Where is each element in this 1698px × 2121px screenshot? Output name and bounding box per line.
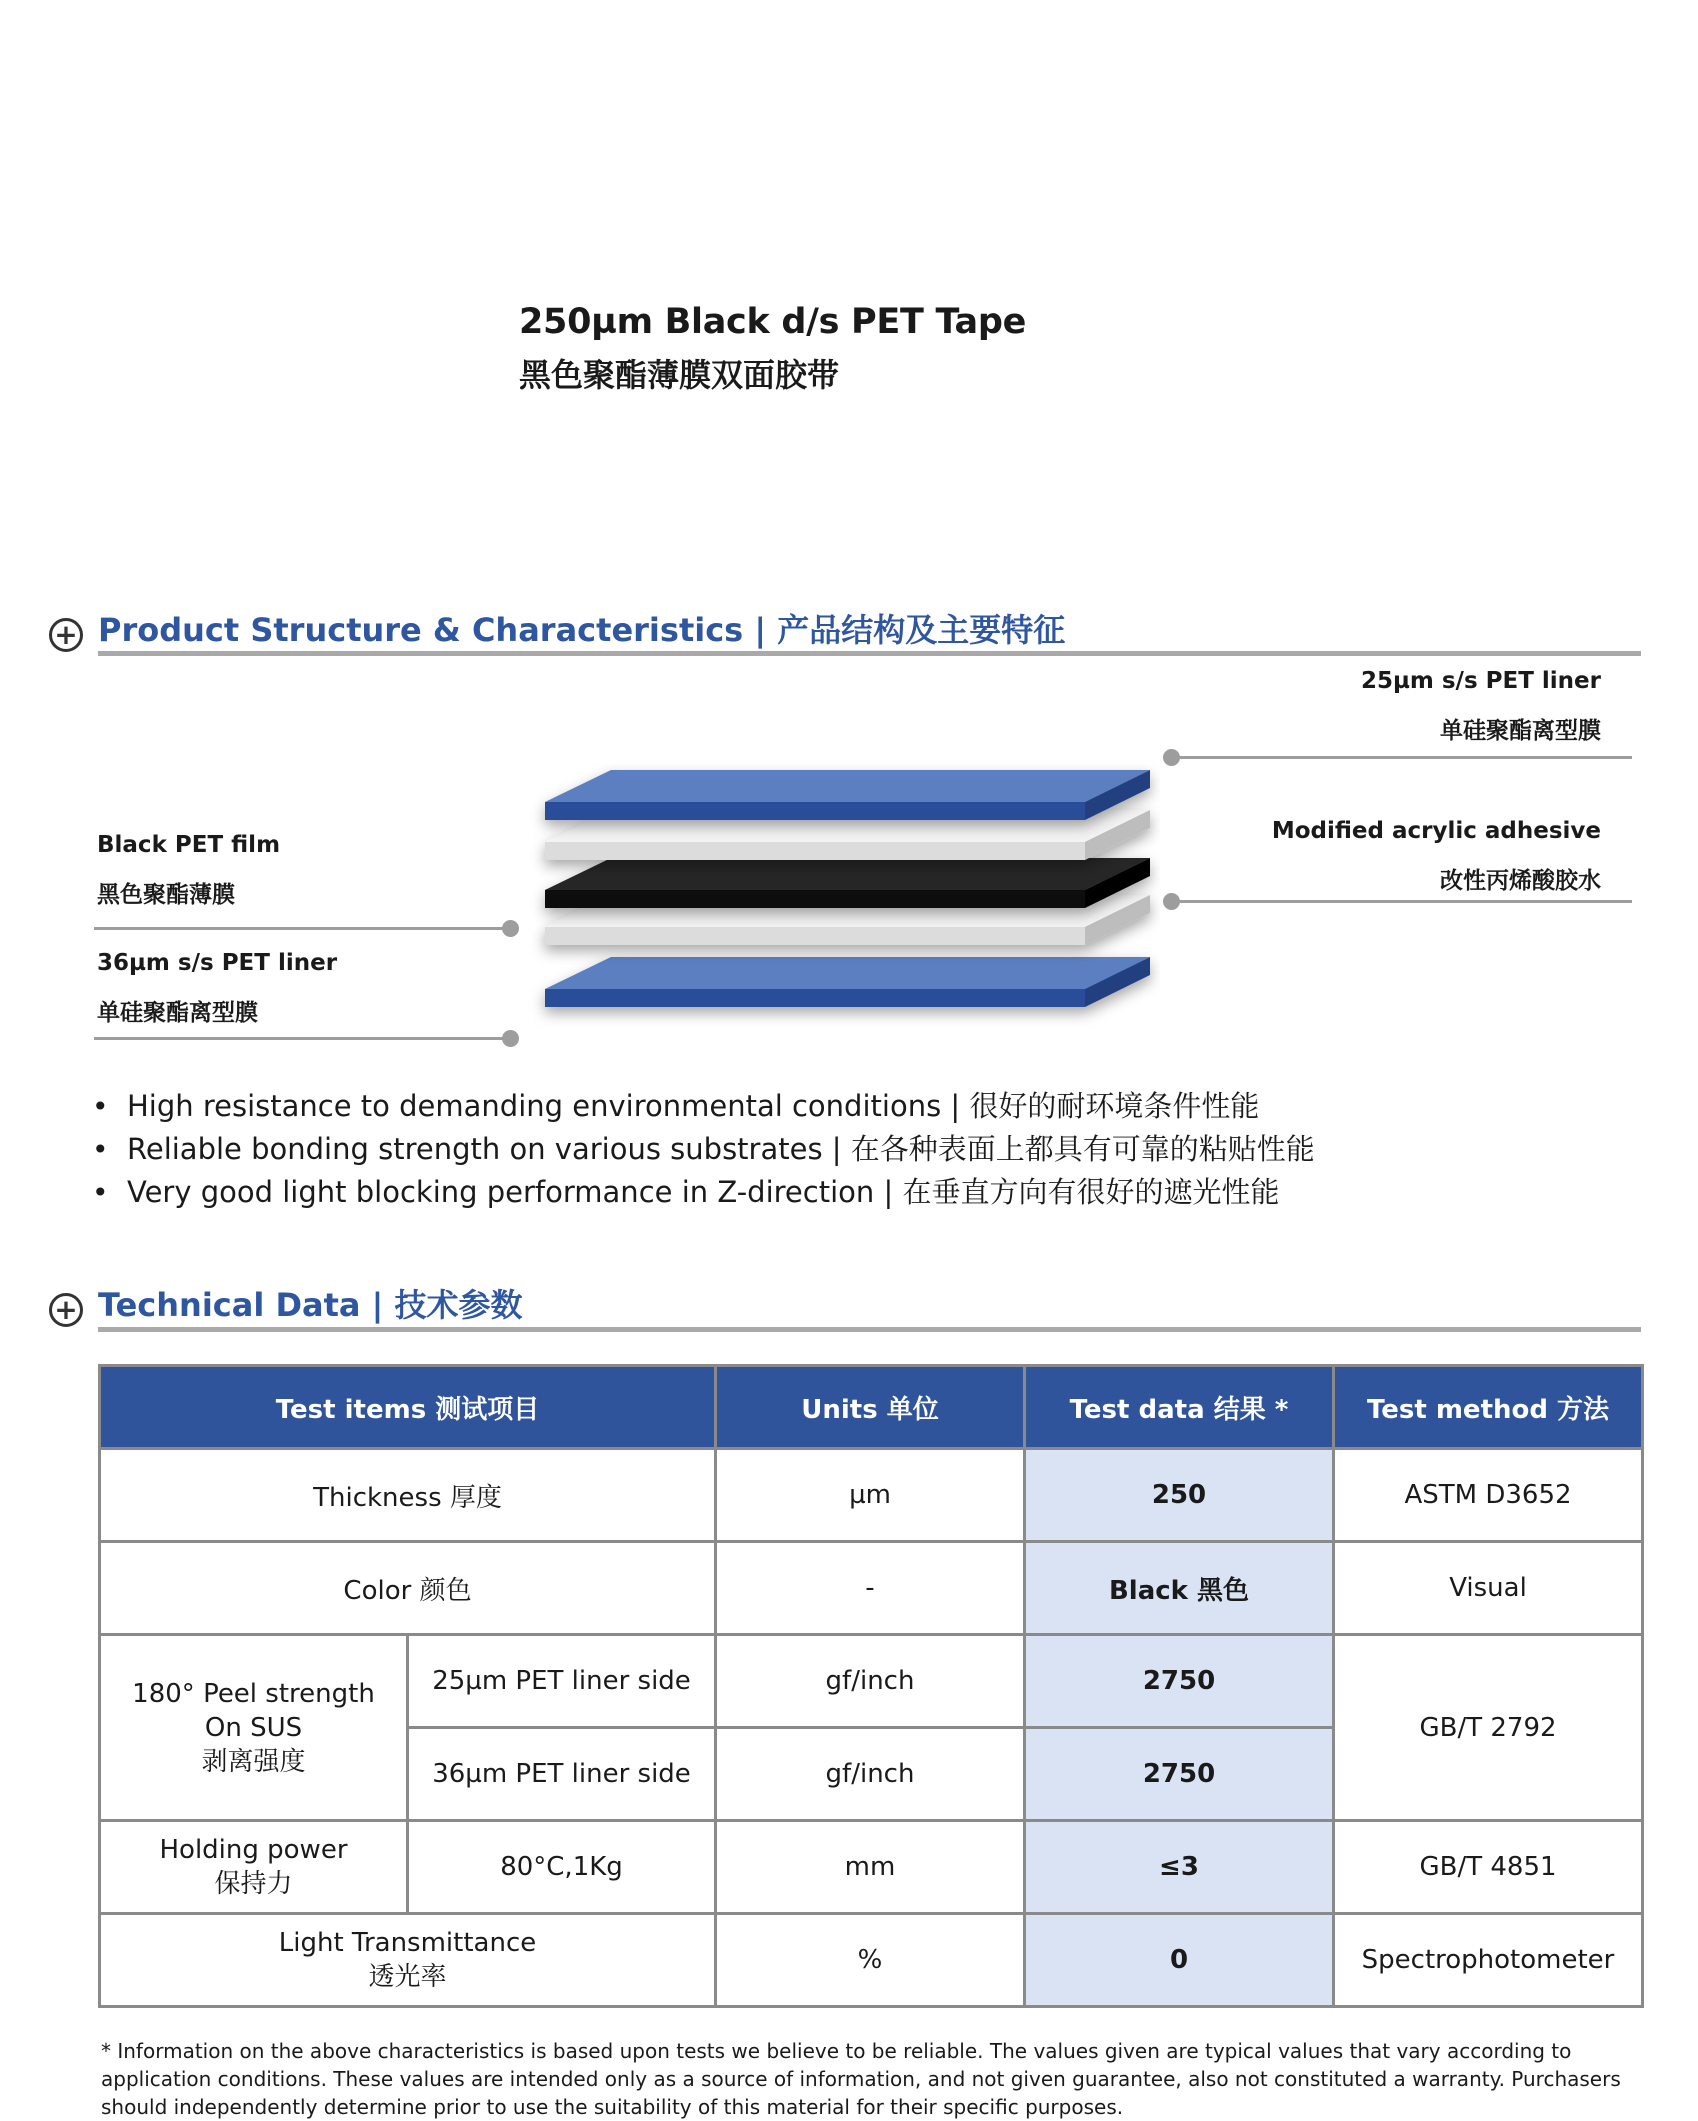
peel-unit2: gf/inch [716, 1728, 1025, 1821]
color-unit: - [716, 1542, 1025, 1635]
top-liner-leader-line [1172, 756, 1632, 759]
bottom-liner-layer [545, 957, 1150, 1007]
film-label-en: Black PET film [97, 832, 281, 858]
table-row [100, 1635, 1643, 1728]
color-item: Color 颜色 [100, 1542, 716, 1635]
technical-data-table [98, 1364, 1644, 2008]
holding-item [100, 1821, 408, 1914]
holding-unit: mm [716, 1821, 1025, 1914]
technical-section-title: Technical Data | 技术参数 [98, 1286, 523, 1324]
product-title-en: 250µm Black d/s PET Tape [519, 302, 1027, 342]
footnote: * Information on the above characteristics is based upon tests we believe to be reliable. The values given are typical values that vary according to application conditions. These values are intended only as a source of information, and not given guarantee, also not constituted a warranty. Purchasers should independently determine prior to use the suitability of this material for their specific purposes. [101, 2039, 1621, 2119]
bottom-liner-label-cn: 单硅聚酯离型膜 [97, 1000, 258, 1026]
layer-structure-diagram [520, 735, 1160, 1055]
list-item: • Reliable bonding strength on various substrates | 在各种表面上都具有可靠的粘贴性能 [90, 1128, 1315, 1171]
header-test-items: Test items 测试项目 [100, 1366, 716, 1449]
adhesive-label-cn: 改性丙烯酸胶水 [1440, 868, 1601, 894]
table-header-row [100, 1366, 1643, 1449]
holding-item-line1: Holding power [159, 1835, 348, 1865]
film-leader-line [94, 927, 509, 930]
color-method: Visual [1334, 1542, 1643, 1635]
peel-sub1: 25µm PET liner side [408, 1635, 716, 1728]
peel-value1: 2750 [1025, 1635, 1334, 1728]
thickness-value: 250 [1025, 1449, 1334, 1542]
plus-circle-icon: + [49, 1293, 83, 1327]
section-divider [98, 651, 1641, 656]
peel-value2: 2750 [1025, 1728, 1334, 1821]
header-test-data: Test data 结果 * [1025, 1366, 1334, 1449]
film-leader-dot [502, 920, 519, 937]
peel-item-line2: On SUS [204, 1712, 303, 1743]
holding-condition: 80°C,1Kg [408, 1821, 716, 1914]
color-value: Black 黑色 [1025, 1542, 1334, 1635]
header-units: Units 单位 [716, 1366, 1025, 1449]
adhesive-leader-line [1172, 900, 1632, 903]
table-row [100, 1914, 1643, 2007]
peel-item-line1: 180° Peel strength [132, 1678, 375, 1709]
light-unit: % [716, 1914, 1025, 2007]
adhesive-leader-dot [1163, 893, 1180, 910]
light-method: Spectrophotometer [1334, 1914, 1643, 2007]
structure-section-title: Product Structure & Characteristics | 产品结构及主要特征 [98, 611, 1066, 649]
table-row [100, 1542, 1643, 1635]
holding-item-line2: 保持力 [214, 1869, 293, 1899]
film-label-cn: 黑色聚酯薄膜 [97, 882, 235, 908]
list-item: • Very good light blocking performance in Z-direction | 在垂直方向有很好的遮光性能 [90, 1171, 1315, 1214]
product-title-cn: 黑色聚酯薄膜双面胶带 [519, 356, 840, 394]
top-liner-leader-dot [1163, 749, 1180, 766]
top-liner-label-en: 25µm s/s PET liner [1360, 668, 1601, 694]
adhesive-label-en: Modified acrylic adhesive [1271, 818, 1601, 844]
thickness-unit: µm [716, 1449, 1025, 1542]
top-liner-label-cn: 单硅聚酯离型膜 [1440, 718, 1601, 744]
black-pet-film-layer [545, 858, 1150, 908]
light-item-line2: 透光率 [368, 1962, 447, 1992]
peel-sub2: 36µm PET liner side [408, 1728, 716, 1821]
bottom-liner-leader-line [94, 1037, 509, 1040]
peel-item-line3: 剥离强度 [201, 1746, 306, 1777]
holding-value: ≤3 [1025, 1821, 1334, 1914]
light-item [100, 1914, 716, 2007]
thickness-item: Thickness 厚度 [100, 1449, 716, 1542]
peel-unit1: gf/inch [716, 1635, 1025, 1728]
peel-method: GB/T 2792 [1334, 1635, 1643, 1821]
list-item: • High resistance to demanding environmental conditions | 很好的耐环境条件性能 [90, 1085, 1315, 1128]
plus-circle-icon: + [49, 618, 83, 652]
holding-method: GB/T 4851 [1334, 1821, 1643, 1914]
top-liner-layer [545, 770, 1150, 820]
light-item-line1: Light Transmittance [278, 1928, 537, 1958]
table-row [100, 1449, 1643, 1542]
bottom-liner-leader-dot [502, 1030, 519, 1047]
light-value: 0 [1025, 1914, 1334, 2007]
header-test-method: Test method 方法 [1334, 1366, 1643, 1449]
thickness-method: ASTM D3652 [1334, 1449, 1643, 1542]
peel-item [100, 1635, 408, 1821]
characteristics-list [90, 1085, 1315, 1214]
section-divider [98, 1327, 1641, 1332]
table-row [100, 1821, 1643, 1914]
bottom-liner-label-en: 36µm s/s PET liner [97, 950, 338, 976]
